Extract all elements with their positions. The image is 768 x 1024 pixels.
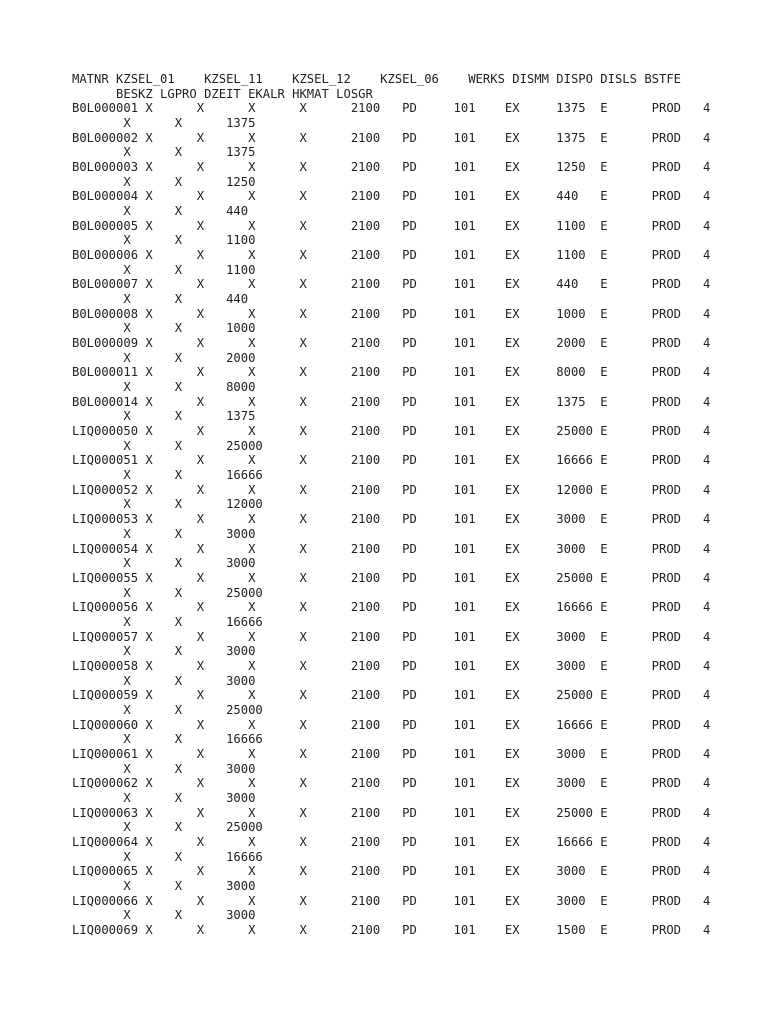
record-line: B0L000003 X X X X 2100 PD 101 EX 1250 E PROD 4 <box>72 160 711 175</box>
record-continuation-line: X X 25000 <box>72 585 263 600</box>
record-continuation-line: X X 3000 <box>72 556 256 571</box>
record-continuation-line: X X 12000 <box>72 497 263 512</box>
record-continuation-line: X X 440 <box>72 204 249 219</box>
record-continuation-line: X X 1000 <box>72 321 256 336</box>
record-continuation-line: X X 3000 <box>72 790 256 805</box>
record-line: LIQ000055 X X X X 2100 PD 101 EX 25000 E PROD 4 <box>72 570 711 585</box>
record-list <box>72 101 710 937</box>
record-line: LIQ000060 X X X X 2100 PD 101 EX 16666 E PROD 4 <box>72 717 711 732</box>
record-continuation-line: X X 1100 <box>72 262 256 277</box>
record-continuation-line: X X 1250 <box>72 174 256 189</box>
record-continuation-line: X X 3000 <box>72 526 256 541</box>
record-line: LIQ000065 X X X X 2100 PD 101 EX 3000 E PROD 4 <box>72 864 711 879</box>
record-line: B0L000006 X X X X 2100 PD 101 EX 1100 E PROD 4 <box>72 248 711 263</box>
record-line: LIQ000066 X X X X 2100 PD 101 EX 3000 E PROD 4 <box>72 893 711 908</box>
record-continuation-line: X X 440 <box>72 292 249 307</box>
record-line: LIQ000058 X X X X 2100 PD 101 EX 3000 E PROD 4 <box>72 658 711 673</box>
record-continuation-line: X X 3000 <box>72 908 256 923</box>
record-line: LIQ000053 X X X X 2100 PD 101 EX 3000 E PROD 4 <box>72 512 711 527</box>
record-line: LIQ000069 X X X X 2100 PD 101 EX 1500 E PROD 4 <box>72 922 711 937</box>
record-continuation-line: X X 25000 <box>72 702 263 717</box>
record-continuation-line: X X 2000 <box>72 350 256 365</box>
record-continuation-line: X X 16666 <box>72 468 263 483</box>
record-line: B0L000005 X X X X 2100 PD 101 EX 1100 E PROD 4 <box>72 218 711 233</box>
record-continuation-line: X X 16666 <box>72 849 263 864</box>
record-continuation-line: X X 25000 <box>72 820 263 835</box>
record-line: B0L000008 X X X X 2100 PD 101 EX 1000 E PROD 4 <box>72 306 711 321</box>
record-line: B0L000002 X X X X 2100 PD 101 EX 1375 E PROD 4 <box>72 130 711 145</box>
record-line: LIQ000056 X X X X 2100 PD 101 EX 16666 E PROD 4 <box>72 600 711 615</box>
record-line: B0L000007 X X X X 2100 PD 101 EX 440 E PROD 4 <box>72 277 711 292</box>
record-continuation-line: X X 3000 <box>72 644 256 659</box>
record-line: LIQ000059 X X X X 2100 PD 101 EX 25000 E PROD 4 <box>72 688 711 703</box>
record-line: LIQ000051 X X X X 2100 PD 101 EX 16666 E PROD 4 <box>72 453 711 468</box>
record-continuation-line: X X 3000 <box>72 761 256 776</box>
record-line: LIQ000062 X X X X 2100 PD 101 EX 3000 E PROD 4 <box>72 776 711 791</box>
record-continuation-line: X X 16666 <box>72 614 263 629</box>
record-line: B0L000014 X X X X 2100 PD 101 EX 1375 E PROD 4 <box>72 394 711 409</box>
record-continuation-line: X X 3000 <box>72 878 256 893</box>
record-continuation-line: X X 1375 <box>72 116 256 131</box>
text-report <box>72 72 710 938</box>
record-continuation-line: X X 1100 <box>72 233 256 248</box>
record-line: LIQ000061 X X X X 2100 PD 101 EX 3000 E PROD 4 <box>72 746 711 761</box>
record-line: LIQ000052 X X X X 2100 PD 101 EX 12000 E PROD 4 <box>72 482 711 497</box>
record-line: B0L000011 X X X X 2100 PD 101 EX 8000 E PROD 4 <box>72 365 711 380</box>
record-continuation-line: X X 25000 <box>72 438 263 453</box>
record-continuation-line: X X 8000 <box>72 380 256 395</box>
record-line: B0L000009 X X X X 2100 PD 101 EX 2000 E PROD 4 <box>72 336 711 351</box>
header-line-2: BESKZ LGPRO DZEIT EKALR HKMAT LOSGR <box>72 86 373 101</box>
header-line-1: MATNR KZSEL_01 KZSEL_11 KZSEL_12 KZSEL_06 WERKS DISMM DISPO DISLS BSTFE <box>72 72 682 86</box>
record-line: LIQ000064 X X X X 2100 PD 101 EX 16666 E PROD 4 <box>72 834 711 849</box>
record-continuation-line: X X 3000 <box>72 673 256 688</box>
record-line: LIQ000063 X X X X 2100 PD 101 EX 25000 E PROD 4 <box>72 805 711 820</box>
record-line: B0L000001 X X X X 2100 PD 101 EX 1375 E PROD 4 <box>72 101 711 116</box>
record-line: LIQ000057 X X X X 2100 PD 101 EX 3000 E PROD 4 <box>72 629 711 644</box>
record-line: LIQ000050 X X X X 2100 PD 101 EX 25000 E PROD 4 <box>72 424 711 439</box>
record-continuation-line: X X 1375 <box>72 409 256 424</box>
record-line: B0L000004 X X X X 2100 PD 101 EX 440 E PROD 4 <box>72 189 711 204</box>
record-continuation-line: X X 16666 <box>72 732 263 747</box>
record-line: LIQ000054 X X X X 2100 PD 101 EX 3000 E PROD 4 <box>72 541 711 556</box>
record-continuation-line: X X 1375 <box>72 145 256 160</box>
